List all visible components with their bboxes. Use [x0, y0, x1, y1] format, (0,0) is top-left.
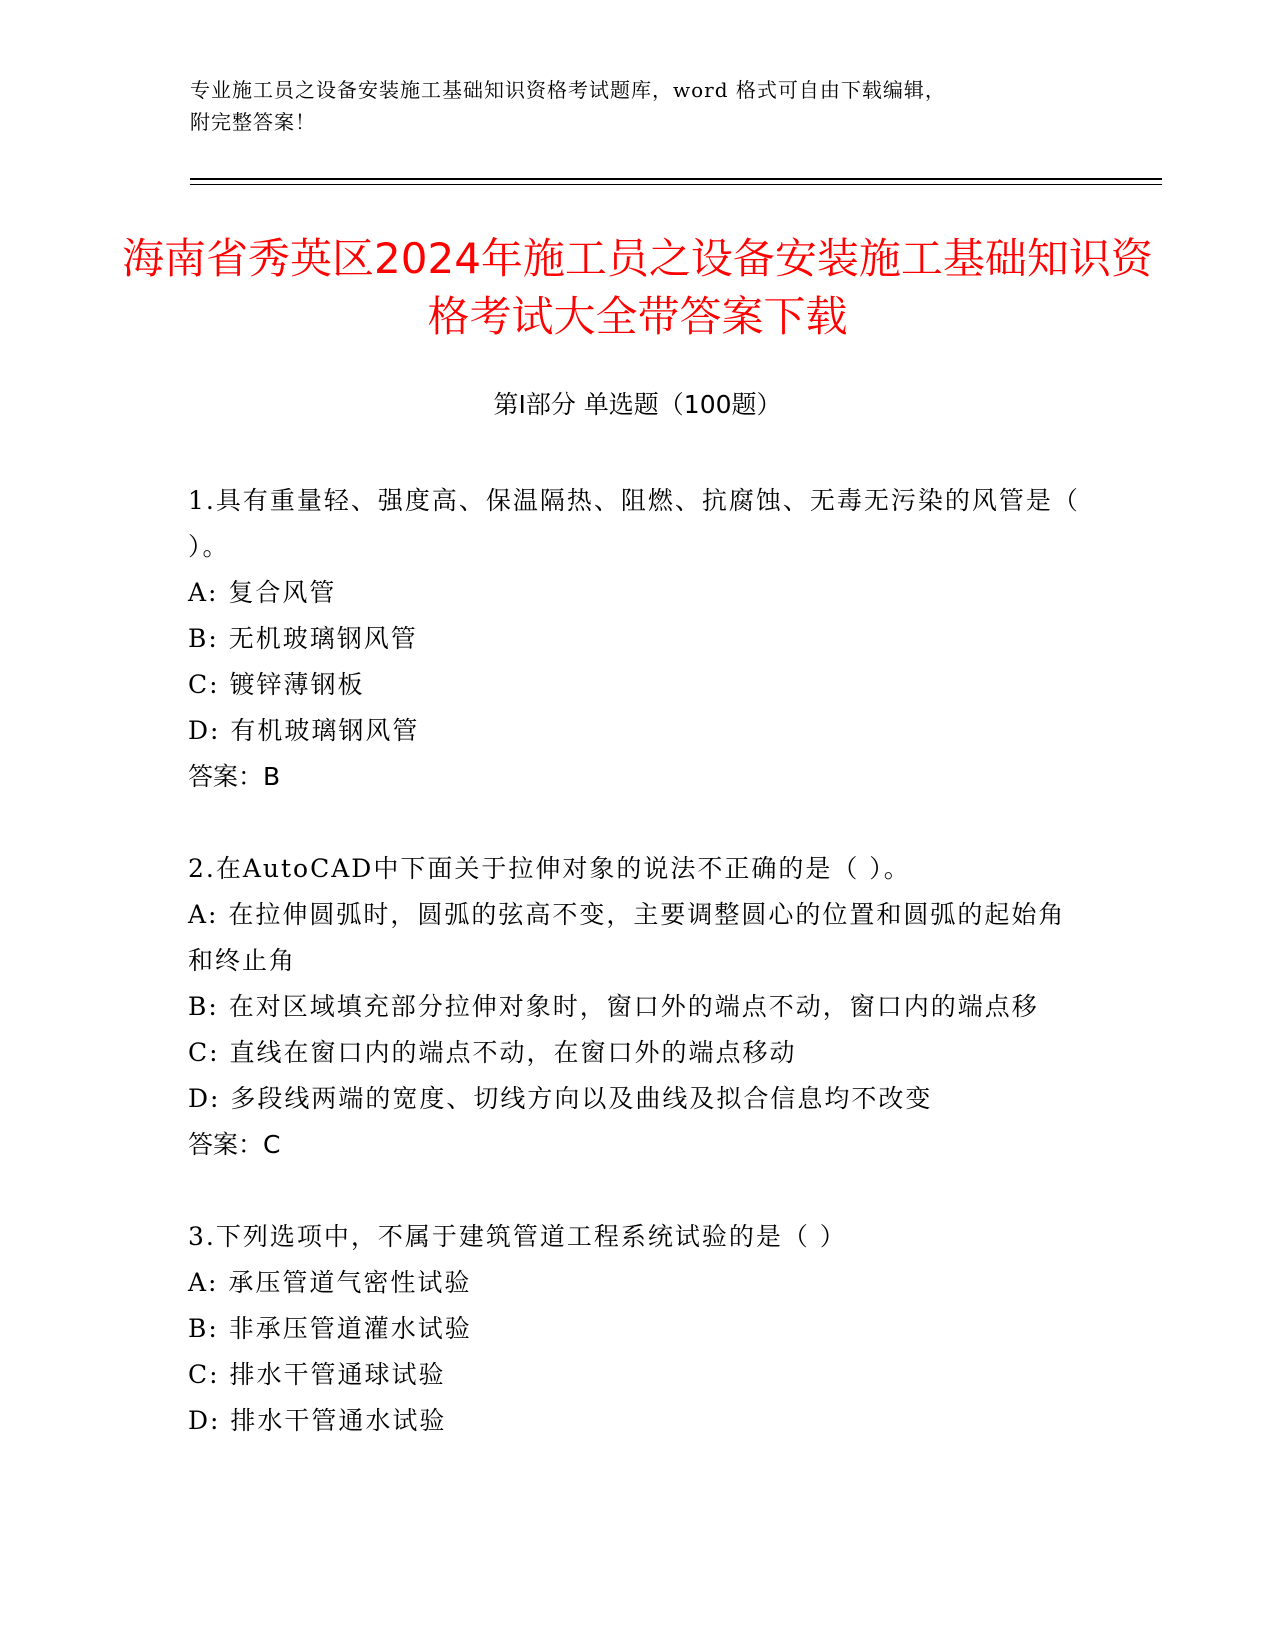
option-a: A: 承压管道气密性试验 [188, 1268, 472, 1297]
question-2 [188, 846, 1088, 1168]
option-a: A: 复合风管 [188, 578, 337, 607]
question-list [188, 478, 1088, 1490]
question-stem: 3.下列选项中，不属于建筑管道工程系统试验的是（ ） [188, 1222, 847, 1251]
question-1 [188, 478, 1088, 800]
option-b: B: 非承压管道灌水试验 [188, 1314, 472, 1343]
option-d: D: 有机玻璃钢风管 [188, 716, 420, 745]
option-c: C: 直线在窗口内的端点不动，在窗口外的端点移动 [188, 1038, 797, 1067]
answer: 答案：B [188, 762, 281, 791]
question-3 [188, 1214, 1088, 1444]
section-title: 第Ⅰ部分 单选题（100题） [493, 390, 782, 419]
header-note: 专业施工员之设备安装施工基础知识资格考试题库，word 格式可自由下载编辑， 附完整答案！ [190, 78, 946, 134]
document-title: 海南省秀英区2024年施工员之设备安装施工基础知识资格考试大全带答案下载 [122, 234, 1153, 341]
option-d: D: 排水干管通水试验 [188, 1406, 447, 1435]
option-b: B: 在对区域填充部分拉伸对象时，窗口外的端点不动，窗口内的端点移 [188, 992, 1039, 1021]
answer: 答案：C [188, 1130, 281, 1159]
option-b: B: 无机玻璃钢风管 [188, 624, 418, 653]
option-d: D: 多段线两端的宽度、切线方向以及曲线及拟合信息均不改变 [188, 1084, 933, 1113]
header-divider-thin [190, 184, 1162, 185]
option-a: A: 在拉伸圆弧时，圆弧的弦高不变，主要调整圆心的位置和圆弧的起始角和终止角 [188, 900, 1066, 975]
option-c: C: 排水干管通球试验 [188, 1360, 446, 1389]
option-c: C: 镀锌薄钢板 [188, 670, 365, 699]
question-stem: 1.具有重量轻、强度高、保温隔热、阻燃、抗腐蚀、无毒无污染的风管是（ ）。 [188, 486, 1080, 561]
question-stem: 2.在AutoCAD中下面关于拉伸对象的说法不正确的是（ ）。 [188, 854, 911, 883]
header-divider-thick [190, 178, 1162, 180]
